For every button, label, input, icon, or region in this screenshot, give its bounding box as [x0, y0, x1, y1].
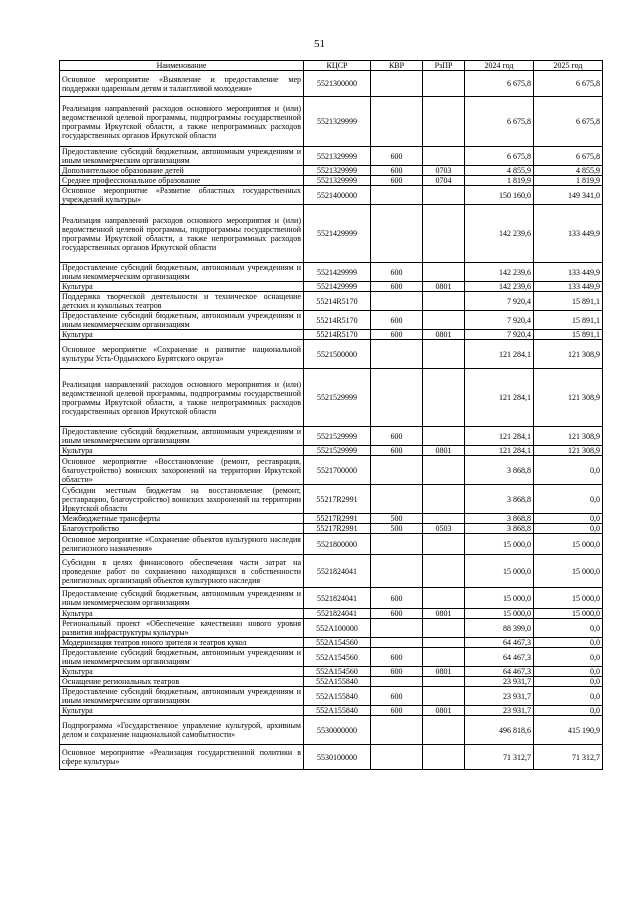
header-kcsr: КЦСР	[304, 61, 371, 71]
cell-rzpr	[423, 456, 465, 485]
cell-kcsr: 5521800000	[304, 534, 371, 555]
cell-rzpr	[423, 427, 465, 446]
cell-2024: 150 160,0	[465, 186, 534, 205]
table-row	[60, 292, 603, 311]
cell-2025: 6 675,8	[534, 97, 603, 147]
cell-rzpr	[423, 186, 465, 205]
cell-2025: 1 819,9	[534, 176, 603, 186]
cell-kvr: 600	[371, 330, 423, 340]
cell-2024: 121 284,1	[465, 369, 534, 427]
cell-2024: 7 920,4	[465, 292, 534, 311]
cell-kvr: 600	[371, 588, 423, 609]
cell-2024: 71 312,7	[465, 745, 534, 770]
cell-name: Подпрограмма «Государственное управление культурой, архивным делом и сохранение национальной самобытности»	[60, 716, 304, 745]
cell-rzpr: 0704	[423, 176, 465, 186]
cell-kcsr: 55214R5170	[304, 330, 371, 340]
cell-kvr	[371, 619, 423, 638]
table-row	[60, 716, 603, 745]
cell-2025: 0,0	[534, 524, 603, 534]
cell-kcsr: 55217R2991	[304, 485, 371, 514]
header-2024: 2024 год	[465, 61, 534, 71]
cell-name: Предоставление субсидий бюджетным, автономным учреждениям и иным некоммерческим организациям	[60, 648, 304, 667]
cell-2024: 121 284,1	[465, 446, 534, 456]
table-row	[60, 186, 603, 205]
cell-2024: 142 239,6	[465, 263, 534, 282]
cell-rzpr	[423, 716, 465, 745]
cell-name: Субсидии в целях финансового обеспечения части затрат на проведение работ по сохранению находящихся в собственности религиозных организаций объектов культурного наследия	[60, 555, 304, 588]
cell-kcsr: 5521329999	[304, 176, 371, 186]
cell-name: Основное мероприятие «Сохранение и развитие национальной культуры Усть-Ордынского Бурятского округа»	[60, 340, 304, 369]
cell-kvr	[371, 555, 423, 588]
cell-2024: 23 931,7	[465, 687, 534, 706]
cell-rzpr	[423, 588, 465, 609]
cell-kcsr: 55214R5170	[304, 292, 371, 311]
cell-kcsr: 552A155840	[304, 706, 371, 716]
cell-2024: 15 000,0	[465, 588, 534, 609]
cell-name: Предоставление субсидий бюджетным, автономным учреждениям и иным некоммерческим организациям	[60, 147, 304, 166]
table-row	[60, 534, 603, 555]
table-body	[60, 71, 603, 770]
cell-2025: 0,0	[534, 706, 603, 716]
cell-kcsr: 5521824041	[304, 555, 371, 588]
cell-rzpr	[423, 677, 465, 687]
cell-name: Реализация направлений расходов основного мероприятия и (или) ведомственной целевой программы, подпрограммы государственной программы Иркутской области, а также непрограммных расходов государственных органов Иркутской области	[60, 97, 304, 147]
cell-rzpr: 0801	[423, 282, 465, 292]
table-header-row	[60, 61, 603, 71]
cell-rzpr	[423, 97, 465, 147]
cell-kcsr: 5521700000	[304, 456, 371, 485]
cell-name: Культура	[60, 446, 304, 456]
cell-2024: 15 000,0	[465, 555, 534, 588]
table-row	[60, 745, 603, 770]
cell-2024: 15 000,0	[465, 609, 534, 619]
cell-kvr	[371, 456, 423, 485]
cell-2024: 3 868,8	[465, 514, 534, 524]
table-row	[60, 619, 603, 638]
cell-2025: 0,0	[534, 619, 603, 638]
header-kvr: КВР	[371, 61, 423, 71]
cell-2025: 149 341,0	[534, 186, 603, 205]
table-row	[60, 282, 603, 292]
table-row	[60, 427, 603, 446]
cell-name: Предоставление субсидий бюджетным, автономным учреждениям и иным некоммерческим организациям	[60, 263, 304, 282]
cell-2025: 133 449,9	[534, 263, 603, 282]
cell-2025: 0,0	[534, 648, 603, 667]
cell-2025: 133 449,9	[534, 282, 603, 292]
table-row	[60, 340, 603, 369]
cell-name: Предоставление субсидий бюджетным, автономным учреждениям и иным некоммерческим организациям	[60, 311, 304, 330]
table-row	[60, 311, 603, 330]
cell-name: Культура	[60, 706, 304, 716]
cell-rzpr	[423, 534, 465, 555]
cell-2025: 415 190,9	[534, 716, 603, 745]
cell-name: Основное мероприятие «Сохранение объектов культурного наследия религиозного назначения»	[60, 534, 304, 555]
cell-name: Поддержка творческой деятельности и техническое оснащение детских и кукольных театров	[60, 292, 304, 311]
cell-kcsr: 5521429999	[304, 205, 371, 263]
table-row	[60, 706, 603, 716]
table-row	[60, 524, 603, 534]
cell-2025: 15 000,0	[534, 555, 603, 588]
cell-rzpr	[423, 147, 465, 166]
cell-2024: 3 868,8	[465, 524, 534, 534]
cell-kcsr: 5521300000	[304, 71, 371, 97]
cell-rzpr	[423, 619, 465, 638]
cell-rzpr	[423, 340, 465, 369]
cell-name: Основное мероприятие «Восстановление (ремонт, реставрация, благоустройство) воинских захоронений на территории Иркутской области»	[60, 456, 304, 485]
cell-2025: 0,0	[534, 687, 603, 706]
table-row	[60, 588, 603, 609]
cell-kvr	[371, 716, 423, 745]
cell-name: Предоставление субсидий бюджетным, автономным учреждениям и иным некоммерческим организациям	[60, 687, 304, 706]
cell-rzpr	[423, 311, 465, 330]
cell-kvr	[371, 205, 423, 263]
cell-kcsr: 552A155840	[304, 687, 371, 706]
cell-2025: 4 855,9	[534, 166, 603, 176]
cell-kcsr: 552A100000	[304, 619, 371, 638]
cell-kcsr: 5521824041	[304, 588, 371, 609]
cell-2024: 7 920,4	[465, 330, 534, 340]
cell-2025: 0,0	[534, 638, 603, 648]
cell-kcsr: 552A155840	[304, 677, 371, 687]
cell-2024: 6 675,8	[465, 71, 534, 97]
cell-name: Реализация направлений расходов основного мероприятия и (или) ведомственной целевой программы, подпрограммы государственной программы Иркутской области, а также непрограммных расходов государственных органов Иркутской области	[60, 369, 304, 427]
table-row	[60, 667, 603, 677]
cell-rzpr	[423, 555, 465, 588]
table-row	[60, 609, 603, 619]
cell-2025: 121 308,9	[534, 340, 603, 369]
cell-kvr: 600	[371, 609, 423, 619]
table-row	[60, 446, 603, 456]
cell-name: Предоставление субсидий бюджетным, автономным учреждениям и иным некоммерческим организациям	[60, 427, 304, 446]
cell-name: Оснащение региональных театров	[60, 677, 304, 687]
cell-rzpr	[423, 205, 465, 263]
cell-kvr	[371, 745, 423, 770]
cell-name: Культура	[60, 609, 304, 619]
cell-rzpr: 0801	[423, 446, 465, 456]
cell-kvr	[371, 97, 423, 147]
cell-kvr	[371, 71, 423, 97]
cell-kvr: 600	[371, 311, 423, 330]
cell-2025: 15 000,0	[534, 609, 603, 619]
table-row	[60, 485, 603, 514]
cell-2025: 0,0	[534, 667, 603, 677]
cell-name: Субсидии местным бюджетам на восстановление (ремонт, реставрацию, благоустройство) воинских захоронений на территории Иркутской области	[60, 485, 304, 514]
table-row	[60, 555, 603, 588]
cell-2025: 15 891,1	[534, 311, 603, 330]
cell-rzpr	[423, 648, 465, 667]
page-number: 51	[314, 38, 325, 50]
cell-name: Культура	[60, 282, 304, 292]
cell-rzpr: 0801	[423, 706, 465, 716]
cell-rzpr: 0801	[423, 330, 465, 340]
cell-kcsr: 55217R2991	[304, 524, 371, 534]
cell-kvr: 600	[371, 147, 423, 166]
cell-2024: 121 284,1	[465, 427, 534, 446]
cell-2025: 15 891,1	[534, 292, 603, 311]
cell-2025: 121 308,9	[534, 427, 603, 446]
cell-2025: 15 000,0	[534, 534, 603, 555]
cell-name: Благоустройство	[60, 524, 304, 534]
cell-kcsr: 5521329999	[304, 97, 371, 147]
cell-2025: 6 675,8	[534, 71, 603, 97]
cell-2025: 71 312,7	[534, 745, 603, 770]
cell-2025: 133 449,9	[534, 205, 603, 263]
cell-rzpr: 0503	[423, 524, 465, 534]
cell-kcsr: 5521529999	[304, 369, 371, 427]
cell-2025: 0,0	[534, 514, 603, 524]
budget-table	[59, 60, 603, 770]
cell-kvr: 600	[371, 446, 423, 456]
cell-rzpr: 0801	[423, 667, 465, 677]
cell-2024: 496 818,6	[465, 716, 534, 745]
table-row	[60, 97, 603, 147]
header-rzpr: РзПР	[423, 61, 465, 71]
cell-kcsr: 552A154560	[304, 638, 371, 648]
table-row	[60, 687, 603, 706]
cell-kvr: 600	[371, 648, 423, 667]
cell-rzpr	[423, 687, 465, 706]
cell-kcsr: 5521329999	[304, 147, 371, 166]
cell-name: Культура	[60, 330, 304, 340]
cell-kvr	[371, 340, 423, 369]
cell-kvr	[371, 677, 423, 687]
cell-name: Реализация направлений расходов основного мероприятия и (или) ведомственной целевой программы, подпрограммы государственной программы Иркутской области, а также непрограммных расходов государственных органов Иркутской области	[60, 205, 304, 263]
cell-2024: 4 855,9	[465, 166, 534, 176]
table-row	[60, 456, 603, 485]
cell-kcsr: 55217R2991	[304, 514, 371, 524]
cell-kcsr: 5521529999	[304, 446, 371, 456]
cell-2024: 64 467,3	[465, 648, 534, 667]
cell-name: Региональный проект «Обеспечение качественно нового уровня развития инфраструктуры культуры»	[60, 619, 304, 638]
cell-2024: 142 239,6	[465, 205, 534, 263]
cell-kvr	[371, 638, 423, 648]
cell-rzpr	[423, 745, 465, 770]
cell-2024: 1 819,9	[465, 176, 534, 186]
cell-kvr: 600	[371, 687, 423, 706]
table-row	[60, 147, 603, 166]
cell-2025: 6 675,8	[534, 147, 603, 166]
cell-2024: 64 467,3	[465, 638, 534, 648]
cell-name: Культура	[60, 667, 304, 677]
cell-kcsr: 552A154560	[304, 667, 371, 677]
cell-name: Модернизация театров юного зрителя и театров кукол	[60, 638, 304, 648]
cell-kcsr: 5530100000	[304, 745, 371, 770]
cell-2025: 121 308,9	[534, 446, 603, 456]
cell-2025: 0,0	[534, 485, 603, 514]
cell-2024: 3 868,8	[465, 485, 534, 514]
table-row	[60, 330, 603, 340]
cell-2024: 23 931,7	[465, 677, 534, 687]
cell-2025: 15 000,0	[534, 588, 603, 609]
cell-kvr: 600	[371, 282, 423, 292]
cell-name: Среднее профессиональное образование	[60, 176, 304, 186]
cell-kvr	[371, 292, 423, 311]
cell-name: Основное мероприятие «Выявление и предоставление мер поддержки одаренным детям и талантливой молодежи»	[60, 71, 304, 97]
cell-kvr: 600	[371, 706, 423, 716]
cell-rzpr	[423, 485, 465, 514]
cell-rzpr	[423, 292, 465, 311]
header-2025: 2025 год	[534, 61, 603, 71]
cell-2025: 15 891,1	[534, 330, 603, 340]
cell-rzpr	[423, 369, 465, 427]
cell-2024: 142 239,6	[465, 282, 534, 292]
cell-name: Основное мероприятие «Развитие областных государственных учреждений культуры»	[60, 186, 304, 205]
cell-2024: 6 675,8	[465, 97, 534, 147]
cell-name: Предоставление субсидий бюджетным, автономным учреждениям и иным некоммерческим организациям	[60, 588, 304, 609]
table-row	[60, 648, 603, 667]
cell-kvr: 500	[371, 524, 423, 534]
cell-2024: 6 675,8	[465, 147, 534, 166]
cell-name: Межбюджетные трансферты	[60, 514, 304, 524]
table-row	[60, 369, 603, 427]
cell-rzpr	[423, 71, 465, 97]
cell-kcsr: 5521400000	[304, 186, 371, 205]
table-row	[60, 514, 603, 524]
table-row	[60, 205, 603, 263]
cell-rzpr	[423, 514, 465, 524]
cell-kvr: 600	[371, 427, 423, 446]
cell-rzpr	[423, 638, 465, 648]
table-row	[60, 71, 603, 97]
cell-kcsr: 5521429999	[304, 263, 371, 282]
table-row	[60, 638, 603, 648]
cell-kcsr: 552A154560	[304, 648, 371, 667]
cell-kvr: 600	[371, 667, 423, 677]
cell-kvr	[371, 186, 423, 205]
table-row	[60, 176, 603, 186]
cell-kcsr: 5521529999	[304, 427, 371, 446]
cell-2024: 121 284,1	[465, 340, 534, 369]
cell-kvr: 600	[371, 176, 423, 186]
cell-2024: 15 000,0	[465, 534, 534, 555]
cell-2025: 0,0	[534, 677, 603, 687]
cell-kvr: 600	[371, 166, 423, 176]
cell-kcsr: 5521329999	[304, 166, 371, 176]
cell-kvr	[371, 485, 423, 514]
cell-name: Дополнительное образование детей	[60, 166, 304, 176]
cell-kcsr: 5521429999	[304, 282, 371, 292]
cell-kvr	[371, 369, 423, 427]
cell-2025: 0,0	[534, 456, 603, 485]
cell-kvr	[371, 534, 423, 555]
cell-2024: 7 920,4	[465, 311, 534, 330]
cell-kvr: 600	[371, 263, 423, 282]
table-row	[60, 677, 603, 687]
cell-2024: 64 467,3	[465, 667, 534, 677]
cell-2024: 88 399,0	[465, 619, 534, 638]
cell-2024: 23 931,7	[465, 706, 534, 716]
cell-rzpr: 0703	[423, 166, 465, 176]
table-row	[60, 166, 603, 176]
cell-rzpr: 0801	[423, 609, 465, 619]
cell-rzpr	[423, 263, 465, 282]
cell-kcsr: 5521824041	[304, 609, 371, 619]
cell-2024: 3 868,8	[465, 456, 534, 485]
cell-name: Основное мероприятие «Реализация государственной политики в сфере культуры»	[60, 745, 304, 770]
cell-kcsr: 55214R5170	[304, 311, 371, 330]
cell-kcsr: 5521500000	[304, 340, 371, 369]
header-name: Наименование	[60, 61, 304, 71]
cell-kcsr: 5530000000	[304, 716, 371, 745]
cell-2025: 121 308,9	[534, 369, 603, 427]
cell-kvr: 500	[371, 514, 423, 524]
table-row	[60, 263, 603, 282]
